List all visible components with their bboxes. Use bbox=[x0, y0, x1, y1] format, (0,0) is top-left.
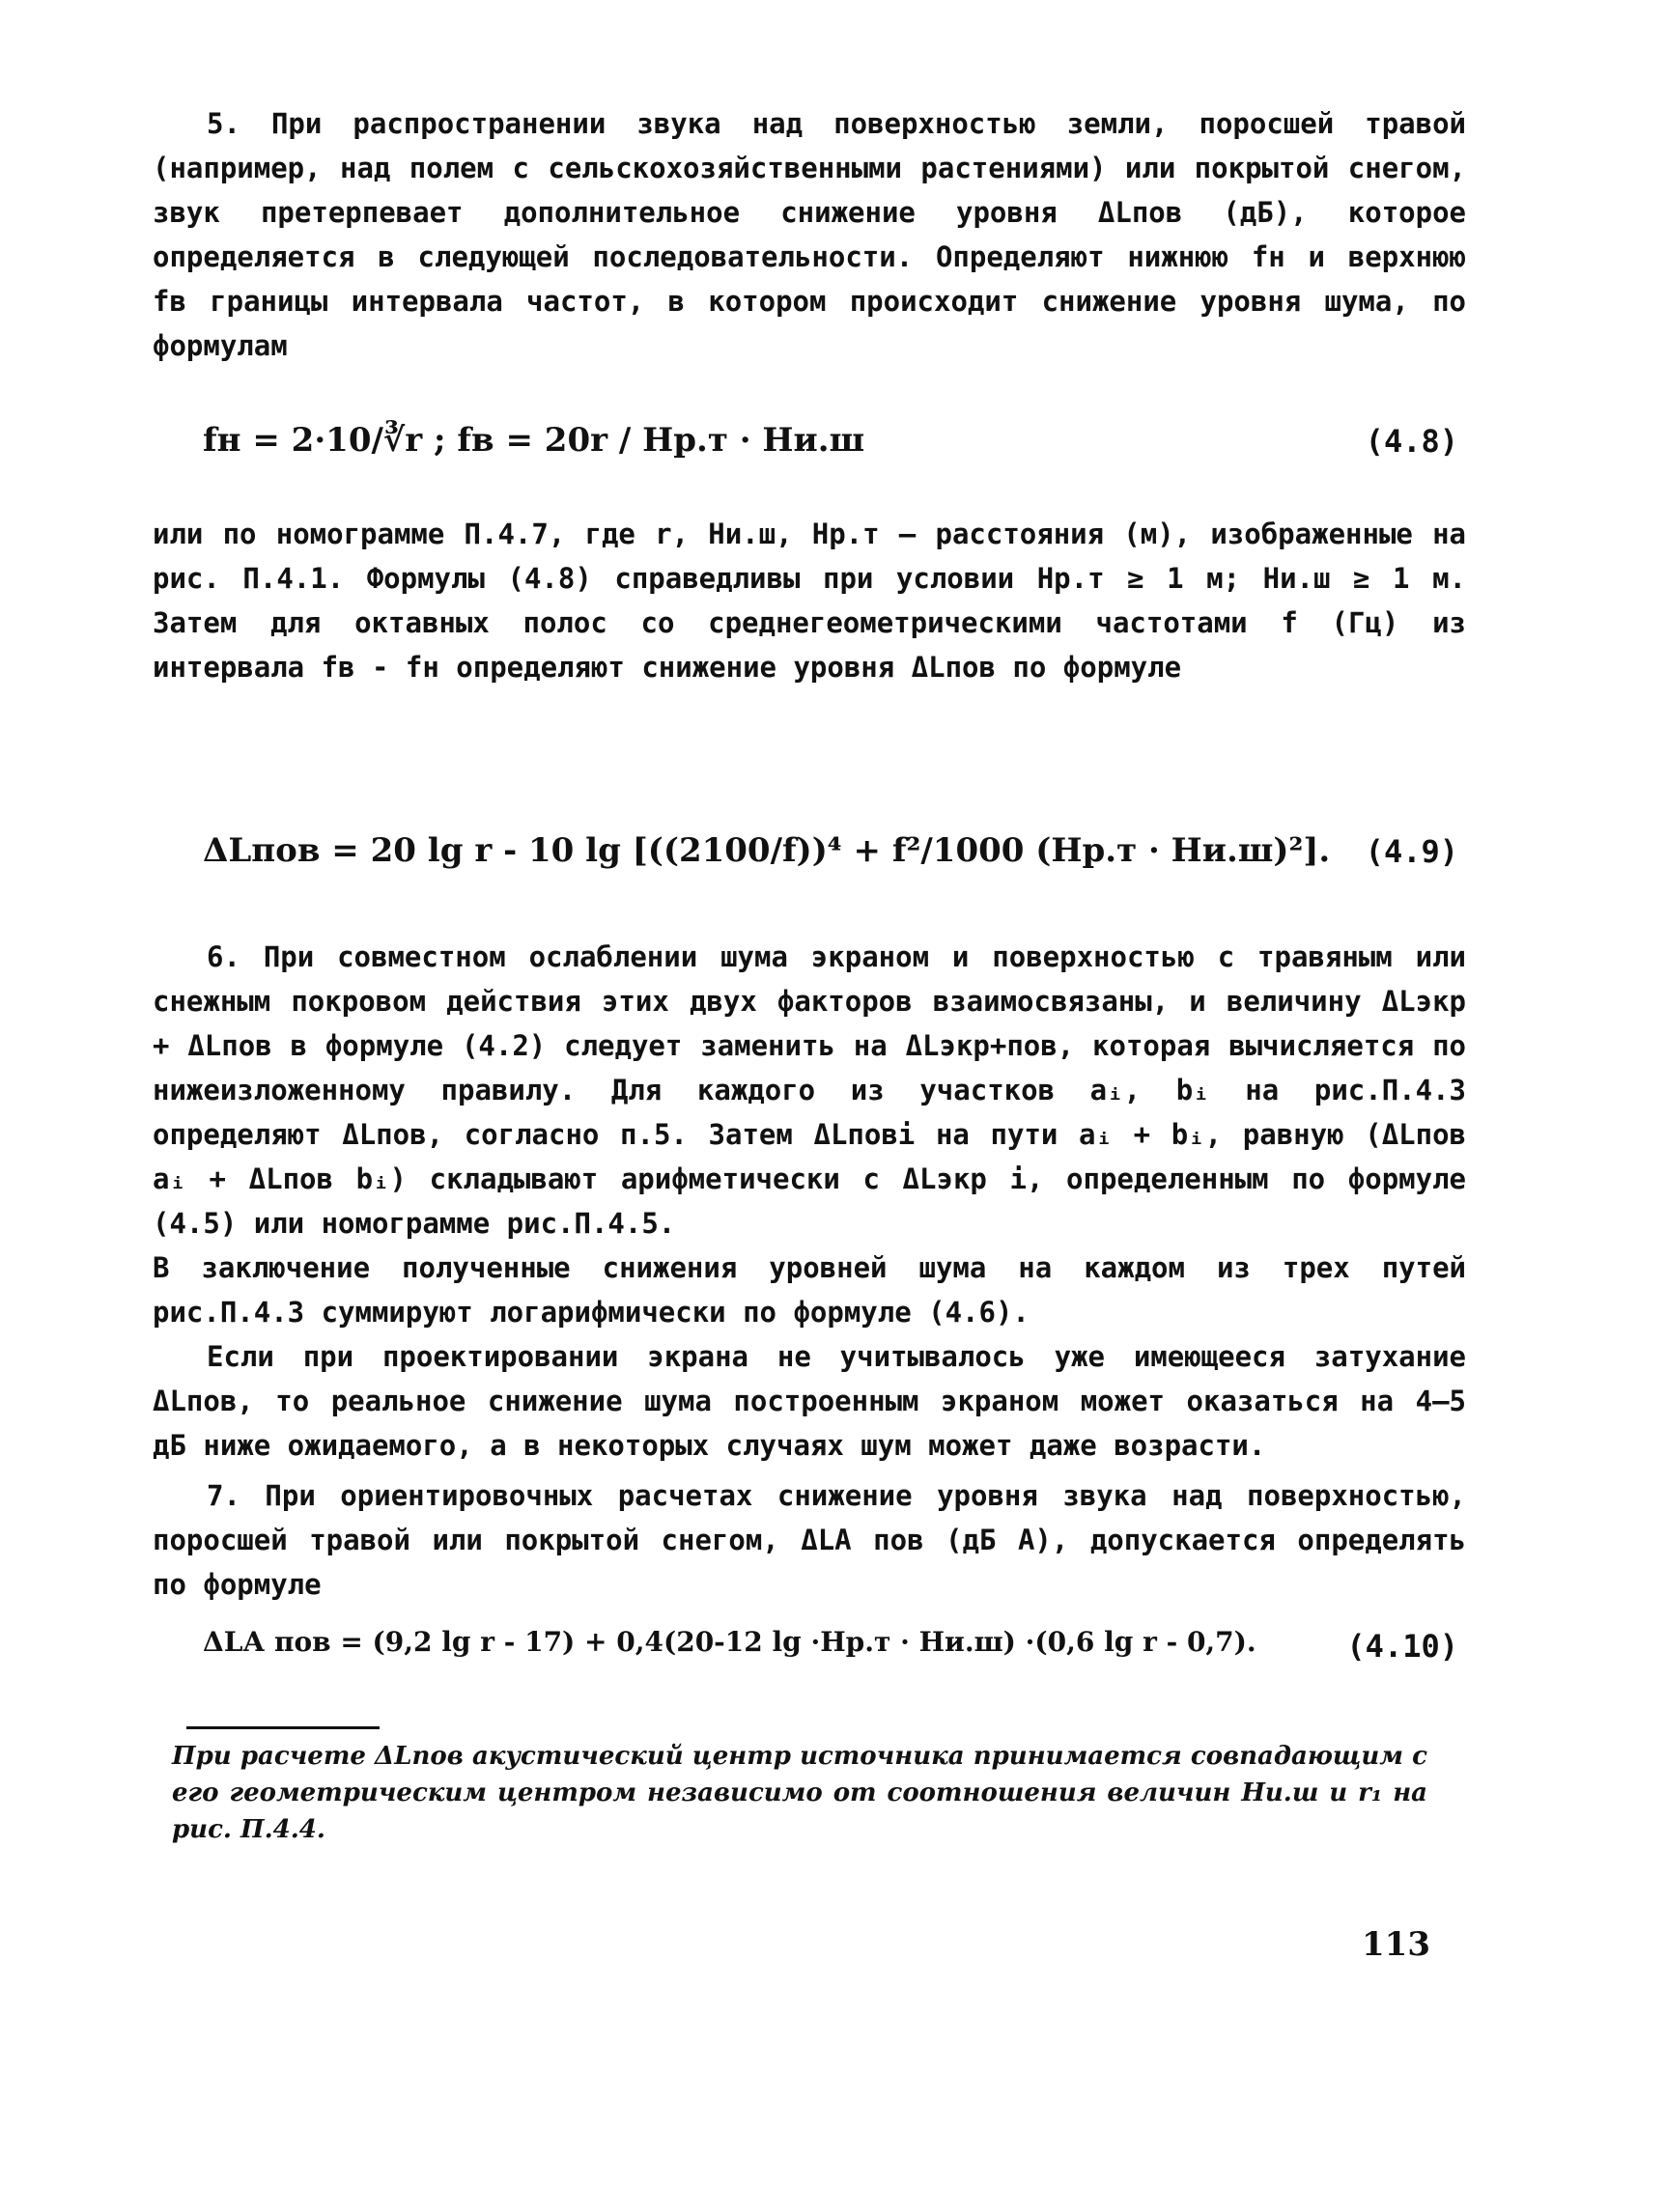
page-number: 113 bbox=[1362, 1925, 1430, 1964]
footnote: При расчете ΔLпов акустический центр источника принимается совпадающим с его геометрическим центром независимо от соотношения величин Hи.ш и r₁ на рис. П.4.4. bbox=[172, 1742, 1427, 1844]
formula-4-8-number: (4.8) bbox=[1365, 423, 1458, 460]
paragraph-7 bbox=[153, 1473, 1466, 1607]
formula-4-10-number: (4.10) bbox=[1346, 1628, 1458, 1665]
formula-4-8 bbox=[153, 415, 1466, 483]
paragraph-6-note: Если при проектировании экрана не учитывалось уже имеющееся затухание ΔLпов, то реальное снижение шума построенным экраном может оказаться на 4–5 дБ ниже ожидаемого, а в некоторых случаях шум может даже возрасти. bbox=[153, 1340, 1466, 1462]
paragraph-5-text: 5. При распространении звука над поверхностью земли, поросшей травой (например, над полем с сельскохозяйственными растениями) или покрытой снегом, звук претерпевает дополнительное снижение уровня ΔLпов (дБ), которое определяется в следующей последовательности. Определяют нижнюю fн и верхнюю fв границы интервала частот, в котором происходит снижение уровня шума, по формулам bbox=[153, 107, 1466, 362]
paragraph-6 bbox=[153, 935, 1466, 1468]
formula-4-10-expression: ΔLА пов = (9,2 lg r - 17) + 0,4(20-12 lg ·Hр.т · Hи.ш) ·(0,6 lg r - 0,7). bbox=[203, 1626, 1256, 1658]
paragraph-5-continuation-text: или по номограмме П.4.7, где r, Hи.ш, Hр.т – расстояния (м), изображенные на рис. П.4.1. Формулы (4.8) справедливы при условии Hр.т ≥ 1 м; Hи.ш ≥ 1 м. Затем для октавных полос со среднегеометрическими частотами f (Гц) из интервала fв - fн определяют снижение уровня ΔLпов по формуле bbox=[153, 518, 1466, 684]
paragraph-5 bbox=[153, 101, 1466, 368]
formula-4-10 bbox=[153, 1620, 1466, 1688]
formula-4-8-expression: fн = 2·10/∛r ; fв = 20r / Hр.т · Hи.ш bbox=[203, 421, 865, 460]
formula-4-9-expression: ΔLпов = 20 lg r - 10 lg [((2100/f))⁴ + f²/1000 (Hр.т · Hи.ш)²]. bbox=[203, 831, 1331, 870]
footnote-separator bbox=[186, 1726, 380, 1729]
formula-4-9 bbox=[153, 826, 1466, 893]
paragraph-5-continuation bbox=[153, 512, 1466, 689]
formula-4-9-number: (4.9) bbox=[1365, 833, 1458, 870]
paragraph-6-conclusion: В заключение полученные снижения уровней шума на каждом из трех путей рис.П.4.3 суммируют логарифмически по формуле (4.6). bbox=[153, 1251, 1466, 1329]
paragraph-7-text: 7. При ориентировочных расчетах снижение уровня звука над поверхностью, поросшей травой или покрытой снегом, ΔLА пов (дБ А), допускается определять по формуле bbox=[153, 1479, 1466, 1601]
paragraph-6-text: 6. При совместном ослаблении шума экраном и поверхностью с травяным или снежным покровом действия этих двух факторов взаимосвязаны, и величину ΔLэкр + ΔLпов в формуле (4.2) следует заменить на ΔLэкр+пов, которая вычисляется по нижеизложенному правилу. Для каждого из участков aᵢ, bᵢ на рис.П.4.3 определяют ΔLпов, согласно п.5. Затем ΔLповi на пути aᵢ + bᵢ, равную (ΔLпов aᵢ + ΔLпов bᵢ) складывают арифметически с ΔLэкр i, определенным по формуле (4.5) или номограмме рис.П.4.5. bbox=[153, 940, 1466, 1240]
